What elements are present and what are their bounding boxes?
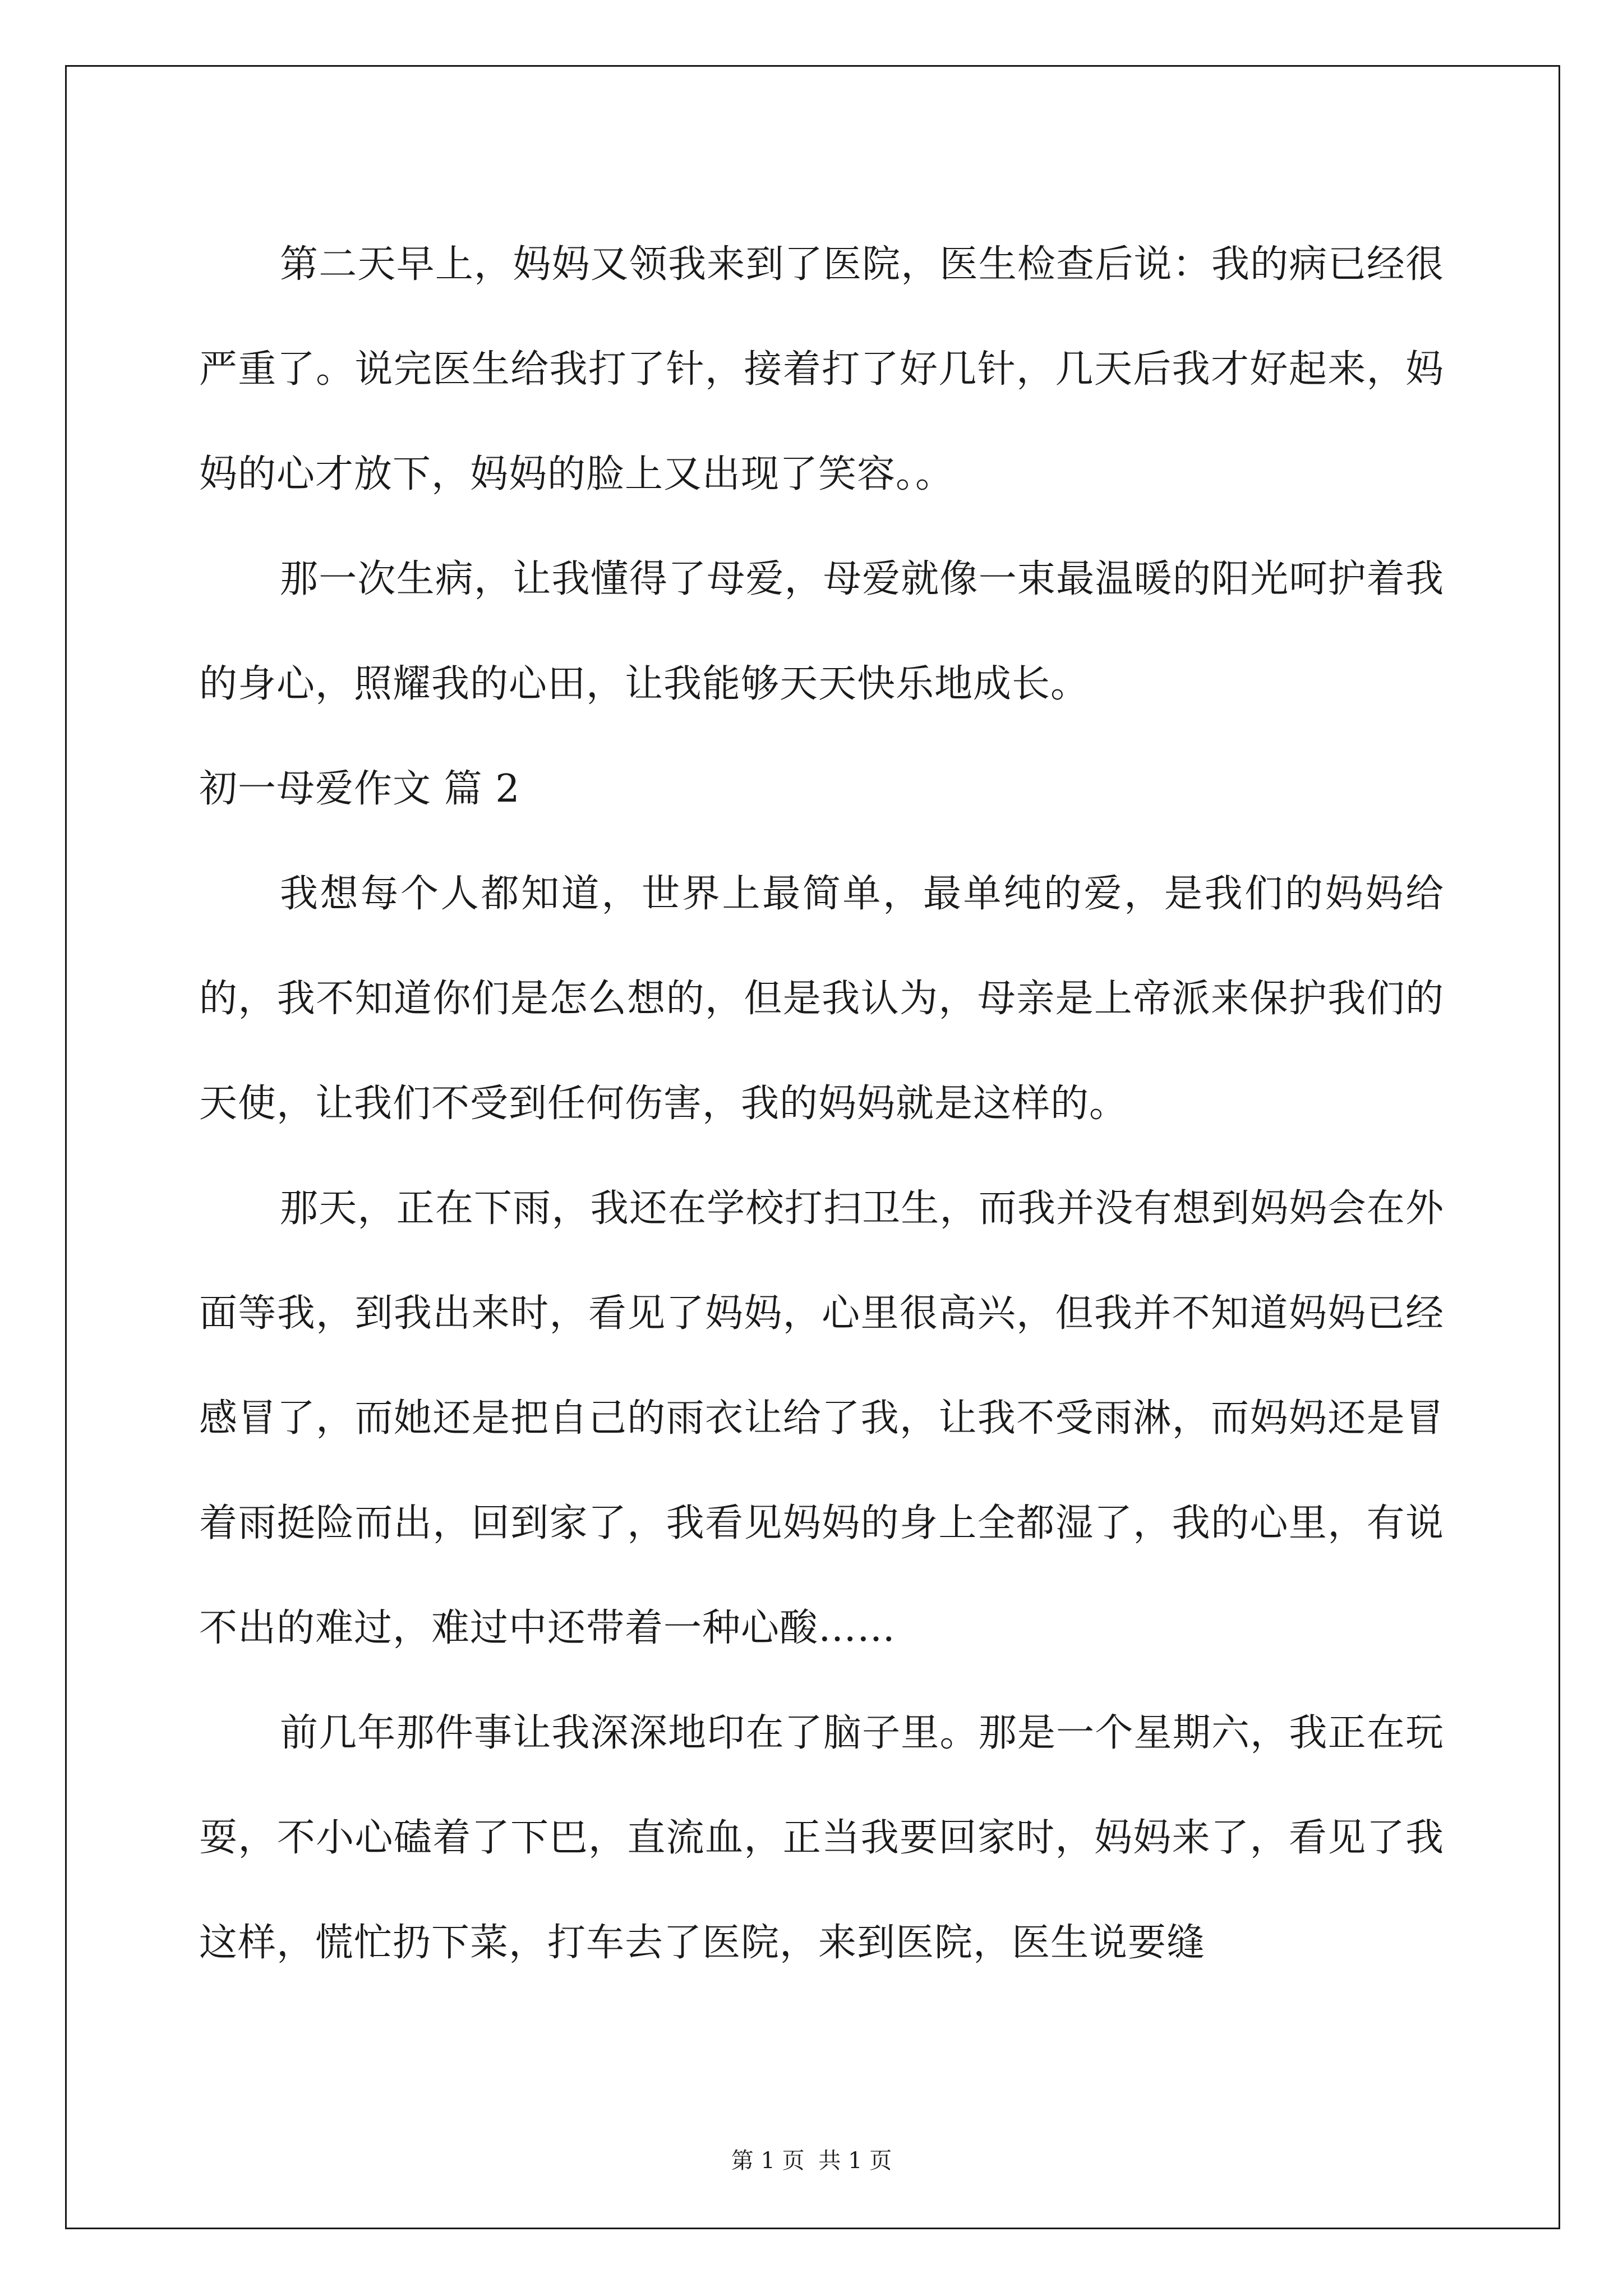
document-body	[199, 212, 1444, 1995]
paragraph: 那天，正在下雨，我还在学校打扫卫生，而我并没有想到妈妈会在外面等我，到我出来时，看见了妈妈，心里很高兴，但我并不知道妈妈已经感冒了，而她还是把自己的雨衣让给了我，让我不受雨淋，而妈妈还是冒着雨挺险而出，回到家了，我看见妈妈的身上全都湿了，我的心里，有说不出的难过，难过中还带着一种心酸……	[199, 1186, 1444, 1650]
section-heading: 初一母爱作文 篇 2	[199, 767, 520, 811]
paragraph: 那一次生病，让我懂得了母爱，母爱就像一束最温暖的阳光呵护着我的身心，照耀我的心田，让我能够天天快乐地成长。	[199, 557, 1444, 706]
paragraph: 第二天早上，妈妈又领我来到了医院，医生检查后说：我的病已经很严重了。说完医生给我打了针，接着打了好几针，几天后我才好起来，妈妈的心才放下，妈妈的脸上又出现了笑容。。	[199, 242, 1444, 496]
paragraph: 前几年那件事让我深深地印在了脑子里。那是一个星期六，我正在玩耍，不小心磕着了下巴，直流血，正当我要回家时，妈妈来了，看见了我这样，慌忙扔下菜，打车去了医院，来到医院，医生说要缝	[199, 1711, 1444, 1965]
page-footer	[0, 2143, 1623, 2175]
page-total: 共 1 页	[818, 2148, 892, 2174]
page-number: 第 1 页	[731, 2148, 805, 2174]
paragraph: 我想每个人都知道，世界上最简单，最单纯的爱，是我们的妈妈给的，我不知道你们是怎么想的，但是我认为，母亲是上帝派来保护我们的天使，让我们不受到任何伤害，我的妈妈就是这样的。	[199, 872, 1444, 1126]
